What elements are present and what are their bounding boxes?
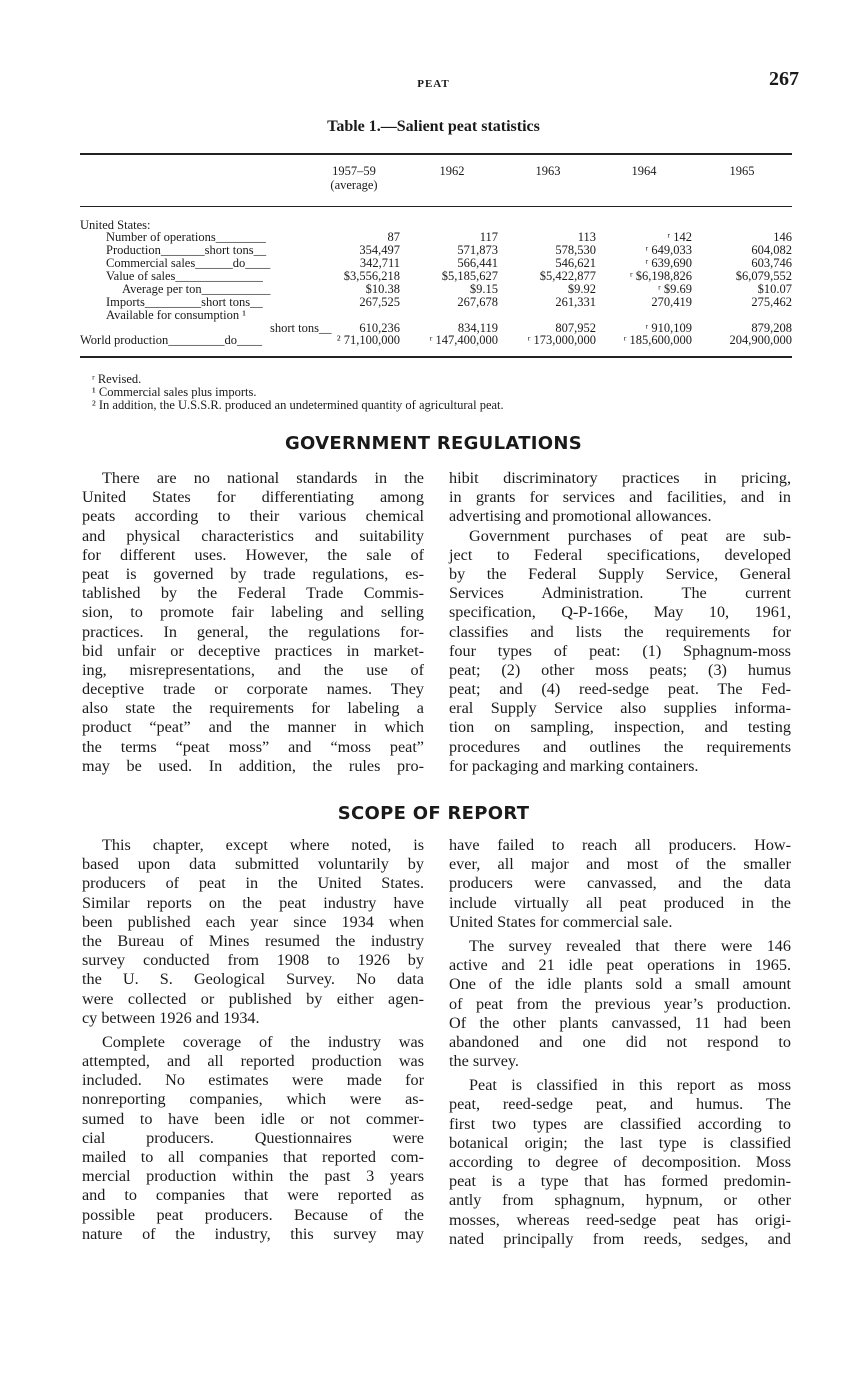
footnote-revised: ʳ Revised. <box>92 372 142 386</box>
text-line: peat is a type that has formed predomin- <box>449 1172 791 1191</box>
text-line: active and 21 idle peat operations in 1965. <box>449 956 791 975</box>
table-row-label: Production_______short tons__ <box>106 243 267 257</box>
table-cell: 261,331 <box>555 295 596 309</box>
table-cell: 566,441 <box>457 256 498 270</box>
text-line: Complete coverage of the industry was <box>102 1032 424 1051</box>
text-line: included. No estimates were made for <box>82 1071 424 1090</box>
text-line: This chapter, except where noted, is <box>102 836 424 854</box>
text-line: were collected or published by either agen- <box>82 989 424 1008</box>
table-cell: ʳ 185,600,000 <box>623 333 692 347</box>
table-row-label: Available for consumption ¹ <box>106 308 246 322</box>
text-line: tablished by the Federal Trade Commis- <box>82 584 424 603</box>
table-cell: 807,952 <box>555 321 596 335</box>
text-line: ject to Federal specifications, developed <box>449 545 791 564</box>
text-line: attempted, and all reported production was <box>82 1052 424 1071</box>
text-line: Peat is classified in this report as moss <box>469 1076 791 1095</box>
text-line: cy between 1926 and 1934. <box>82 1008 260 1027</box>
text-line: Of the other plants canvassed, 11 had been <box>449 1013 791 1032</box>
text-line: and physical characteristics and suitability <box>82 526 424 545</box>
footnote-1: ¹ Commercial sales plus imports. <box>92 385 257 399</box>
table-cell: $9.92 <box>567 282 596 296</box>
table-cell: 354,497 <box>359 243 400 257</box>
table-cell: 834,119 <box>457 321 498 335</box>
text-line: Similar reports on the peat industry have <box>82 893 424 912</box>
government-regulations-left-column <box>82 469 424 776</box>
table-cell: $5,422,877 <box>539 269 596 283</box>
text-line: There are no national standards in the <box>102 469 424 487</box>
table-cell: 267,525 <box>359 295 400 309</box>
text-line: antly from sphagnum, hypnum, or other <box>449 1191 791 1210</box>
text-line: mailed to all companies that reported com- <box>82 1148 424 1166</box>
page-number: 267 <box>769 68 799 90</box>
table-cell: 117 <box>479 230 498 244</box>
text-line: of peat from the previous year’s production. <box>449 994 791 1013</box>
text-line: may be used. In addition, the rules pro- <box>82 756 424 775</box>
scope-of-report-right-column <box>449 836 791 1249</box>
text-line: practices. In general, the regulations for- <box>82 622 424 641</box>
table-cell: ʳ $9.69 <box>658 282 692 296</box>
table-cell: 546,621 <box>555 256 596 270</box>
text-line: have failed to reach all producers. How- <box>449 836 791 854</box>
table-cell: ʳ 142 <box>667 230 692 244</box>
table-cell: $3,556,218 <box>343 269 400 283</box>
table-cell: 267,678 <box>457 295 498 309</box>
column-header-1-line-2: (average) <box>330 178 378 192</box>
text-line: Services Administration. The current <box>449 584 791 603</box>
text-line: nated principally from reeds, sedges, and <box>449 1229 791 1248</box>
text-line: producers were canvassed, and the data <box>449 874 791 893</box>
text-line: ever, all major and most of the smaller <box>449 855 791 874</box>
text-line: the U. S. Geological Survey. No data <box>82 970 424 989</box>
text-line: and to companies that were reported as <box>82 1186 424 1205</box>
text-line: ing, misrepresentations, and the use of <box>82 660 424 679</box>
text-line: advertising and promotional allowances. <box>449 507 712 526</box>
text-line: survey conducted from 1908 to 1926 by <box>82 951 424 970</box>
running-head: PEAT <box>417 78 450 90</box>
text-line: sumed to have been idle or not commer- <box>82 1109 424 1128</box>
header-bottom-rule <box>80 206 792 207</box>
column-header-1-line-1: 1957–59 <box>332 164 376 178</box>
text-line: also state the requirements for labeling a <box>82 699 424 718</box>
text-line: the survey. <box>449 1052 519 1071</box>
text-line: specification, Q-P-166e, May 10, 1961, <box>449 603 791 622</box>
table-cell: ʳ 147,400,000 <box>429 333 498 347</box>
table-cell: ʳ 639,690 <box>645 256 692 270</box>
text-line: for packaging and marking containers. <box>449 756 699 775</box>
text-line: eral Supply Service also supplies informa- <box>449 699 791 718</box>
table-cell: ² 71,100,000 <box>336 333 400 347</box>
table-cell: 342,711 <box>359 256 400 270</box>
text-line: botanical origin; the last type is classified <box>449 1133 791 1152</box>
text-line: the terms “peat moss” and “moss peat” <box>82 737 424 756</box>
table-top-rule <box>80 153 792 155</box>
table-cell: ʳ $6,198,826 <box>629 269 692 283</box>
text-line: United States for differentiating among <box>82 488 424 507</box>
text-line: abandoned and one did not respond to <box>449 1032 791 1051</box>
table-group-label: United States: <box>80 218 151 232</box>
table-cell: ʳ 173,000,000 <box>527 333 596 347</box>
text-line: nature of the industry, this survey may <box>82 1224 424 1243</box>
text-line: tion on sampling, inspection, and testing <box>449 718 791 737</box>
column-header-1 <box>306 164 402 192</box>
column-header-3: 1963 <box>535 164 561 178</box>
table-cell: $6,079,552 <box>735 269 792 283</box>
table-title: Table 1.—Salient peat statistics <box>327 118 540 135</box>
table-cell: 270,419 <box>651 295 692 309</box>
table-cell: ʳ 649,033 <box>645 243 692 257</box>
text-line: by the Federal Supply Service, General <box>449 564 791 583</box>
section-heading-government-regulations: GOVERNMENT REGULATIONS <box>284 433 583 454</box>
text-line: bid unfair or deceptive practices in market- <box>82 641 424 660</box>
text-line: according to degree of decomposition. Moss <box>449 1153 791 1171</box>
table-cell: ʳ 910,109 <box>645 321 692 335</box>
table-cell: $10.38 <box>365 282 400 296</box>
text-line: One of the idle plants sold a small amount <box>449 975 791 994</box>
scope-of-report-left-column <box>82 836 424 1244</box>
text-line: deceptive trade or corporate names. They <box>82 680 424 699</box>
text-line: producers of peat in the United States. <box>82 874 424 893</box>
table-cell: $9.15 <box>469 282 498 296</box>
table-cell: 87 <box>387 230 400 244</box>
text-line: based upon data submitted voluntarily by <box>82 855 424 874</box>
text-line: nonreporting companies, which were as- <box>82 1090 424 1109</box>
text-line: product “peat” and the manner in which <box>82 718 424 737</box>
column-header-5: 1965 <box>729 164 755 178</box>
text-line: peats according to their various chemical <box>82 507 424 526</box>
column-header-4: 1964 <box>631 164 657 178</box>
table-row-label: Value of sales______________ <box>106 269 263 283</box>
table-cell: 113 <box>577 230 596 244</box>
table-row-label: Average per ton___________ <box>122 282 271 296</box>
table-cell: 571,873 <box>457 243 498 257</box>
text-line: four types of peat: (1) Sphagnum-moss <box>449 641 791 660</box>
text-line: United States for commercial sale. <box>449 912 673 931</box>
text-line: peat is governed by trade regulations, es- <box>82 564 424 583</box>
table-row-label: World production_________do____ <box>80 333 262 347</box>
text-line: include virtually all peat produced in the <box>449 893 791 912</box>
table-cell: 146 <box>773 230 792 244</box>
table-cell: 578,530 <box>555 243 596 257</box>
table-cell: 879,208 <box>751 321 792 335</box>
text-line: first two types are classified according to <box>449 1114 791 1133</box>
table-row-label: Imports_________short tons__ <box>106 295 263 309</box>
text-line: hibit discriminatory practices in pricing, <box>449 469 791 487</box>
text-line: peat; and (4) reed-sedge peat. The Fed- <box>449 680 791 699</box>
column-header-2: 1962 <box>439 164 465 178</box>
text-line: peat, reed-sedge peat, and humus. The <box>449 1095 791 1114</box>
text-line: in grants for services and facilities, and in <box>449 488 791 507</box>
table-cell: 603,746 <box>751 256 792 270</box>
government-regulations-right-column <box>449 469 791 776</box>
table-bottom-rule <box>80 356 792 358</box>
text-line: for different uses. However, the sale of <box>82 545 424 564</box>
text-line: mercial production within the past 3 years <box>82 1167 424 1186</box>
text-line: the Bureau of Mines resumed the industry <box>82 931 424 950</box>
section-heading-scope-of-report: SCOPE OF REPORT <box>337 803 530 824</box>
table-cell: 275,462 <box>751 295 792 309</box>
text-line: possible peat producers. Because of the <box>82 1205 424 1224</box>
footnote-2: ² In addition, the U.S.S.R. produced an undetermined quantity of agricultural peat. <box>92 398 504 412</box>
table-cell: 604,082 <box>751 243 792 257</box>
table-row-label: Commercial sales______do____ <box>106 256 271 270</box>
text-line: classifies and lists the requirements for <box>449 622 791 641</box>
table-row-label: Number of operations________ <box>106 230 266 244</box>
table-cell: $5,185,627 <box>441 269 498 283</box>
text-line: mosses, whereas reed-sedge peat has origi- <box>449 1210 791 1229</box>
table-cell: 610,236 <box>359 321 400 335</box>
text-line: Government purchases of peat are sub- <box>469 526 791 545</box>
text-line: cial producers. Questionnaires were <box>82 1128 424 1147</box>
table-row-label: short tons__ <box>270 321 332 335</box>
text-line: procedures and outlines the requirements <box>449 737 791 756</box>
table-cell: $10.07 <box>757 282 792 296</box>
text-line: peat; (2) other moss peats; (3) humus <box>449 660 791 679</box>
text-line: The survey revealed that there were 146 <box>469 936 791 955</box>
table-cell: 204,900,000 <box>729 333 792 347</box>
text-line: been published each year since 1934 when <box>82 912 424 931</box>
text-line: sion, to promote fair labeling and selling <box>82 603 424 622</box>
